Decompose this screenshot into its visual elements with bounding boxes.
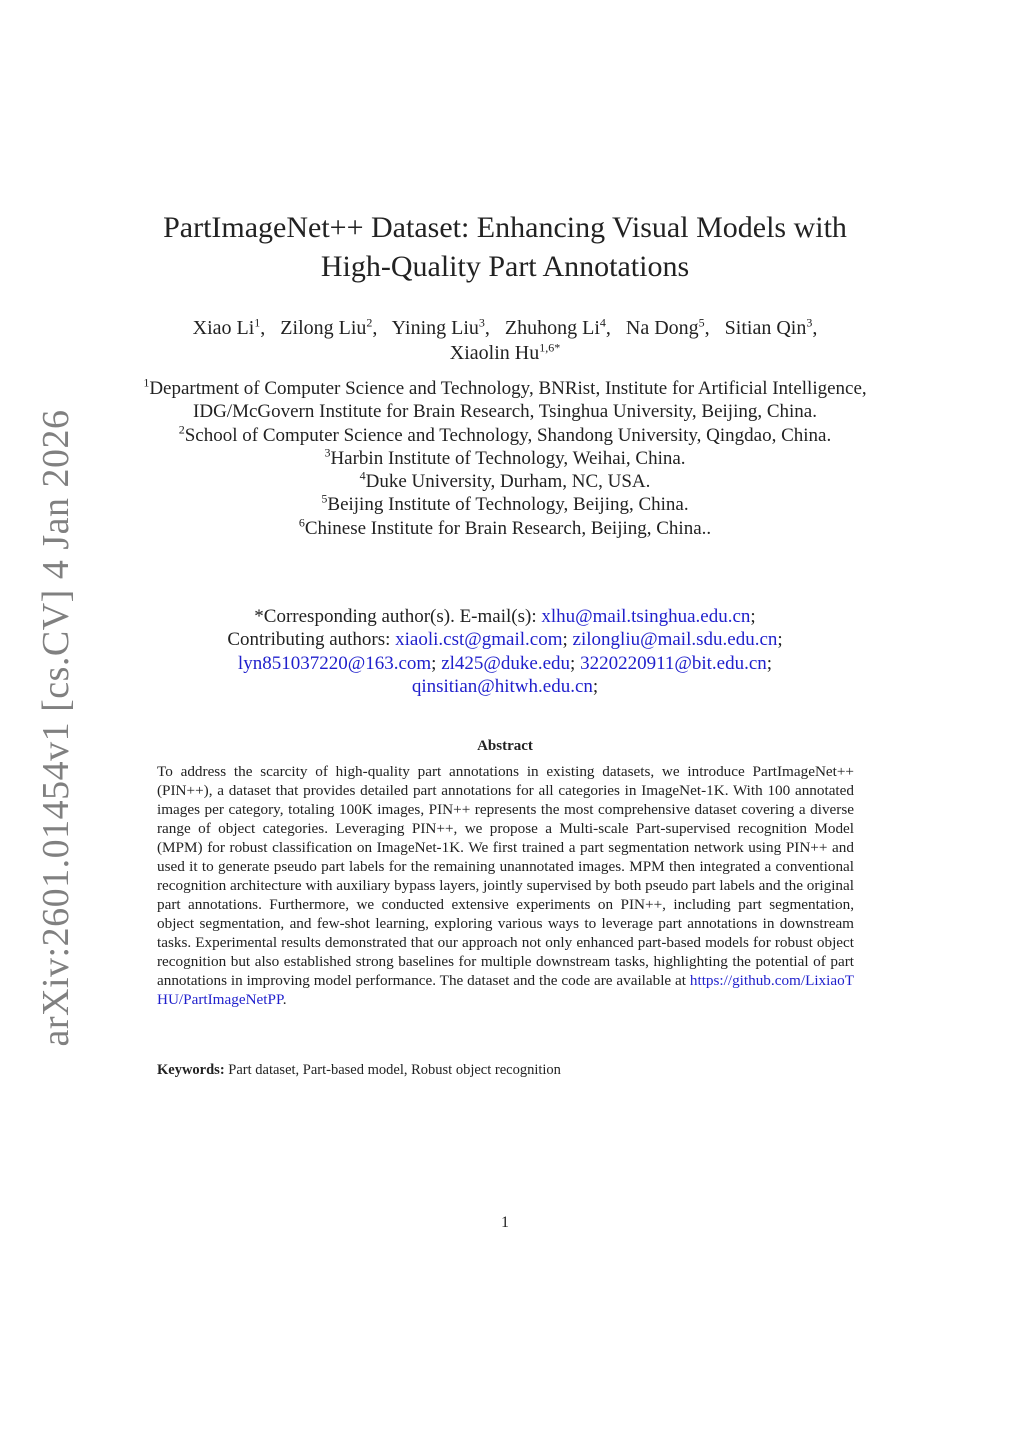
title-line-2: High-Quality Part Annotations [320, 250, 690, 283]
author: Na Dong$^5$, [625, 315, 720, 339]
arxiv-identifier-stamp: arXiv:2601.01454v1 [cs.CV] 4 Jan 2026 [35, 409, 77, 1047]
page-number: 1 [501, 1214, 509, 1231]
affiliation: $^4$Duke University, Durham, NC, USA. [359, 468, 651, 493]
author: Zilong Liu$^2$, [280, 315, 388, 339]
paper-title [130, 208, 880, 286]
email-link[interactable]: xlhu@mail.tsinghua.edu.cn [541, 606, 751, 627]
affiliation: $^6$Chinese Institute for Brain Research, Beijing, China.. [298, 515, 712, 539]
author: Xiao Li$^1$, [192, 315, 276, 339]
email-link[interactable]: xiaoli.cst@gmail.com [395, 629, 563, 651]
abstract-heading: Abstract [477, 738, 533, 754]
keywords-text: Part dataset, Part-based model, Robust object recognition [224, 1062, 561, 1078]
email-link[interactable]: lyn851037220@163.com [237, 652, 432, 674]
contributing-label: Contributing authors: [227, 629, 396, 651]
correspondence-block: *Corresponding author(s). E-mail(s): xlhu@mail.tsinghua.edu.cn; Contributing authors: xiaoli.cst@gmail.com; zilongliu@mail.sdu.edu.cn; lyn851037220@163.com; zl425@duke.edu; 3220220911@bit.edu.cn; qinsitian@hitwh.edu.cn; [227, 606, 783, 697]
email-link[interactable]: qinsitian@hitwh.edu.cn [411, 675, 593, 697]
affiliation-list [130, 377, 880, 540]
author: Yining Liu$^3$, [391, 315, 500, 339]
author: Xiaolin $Hu^{1,6*}$ [449, 340, 561, 364]
email-link[interactable]: 3220220911@bit.edu.cn [580, 652, 767, 674]
author-list [130, 316, 880, 366]
affiliation: $^1$Department of Computer Science and Technology, BNRist, Institute for Artificial Intelligence, IDG/McGovern Institute for Brain Research, Tsinghua University, Beijing, China. [143, 375, 867, 423]
abstract-text: To address the scarcity of high-quality part annotations in existing datasets, we introduce PartImageNet++ (PIN++), a dataset that provides detailed part annotations for all categories in ImageNet-1K. With 100 annotated images per category, totaling 100K images, PIN++ represents the most comprehensive dataset covering a diverse range of object categories. Leveraging PIN++, we propose a Multi-scale Part-supervised recognition Model (MPM) for robust classification on ImageNet-1K. We first trained a part segmentation network using PIN++ and used it to generate pseudo part labels for the remaining unannotated images. MPM then integrated a conventional recognition architecture with auxiliary bypass layers, jointly supervised by both pseudo part labels and the original part annotations. Furthermore, we conducted extensive experiments on PIN++, including part segmentation, object segmentation, and few-shot learning, exploring various ways to leverage part annotations in downstream tasks. Experimental results demonstrated that our approach not only enhanced part-based models for robust object recognition but also established strong baselines for multiple downstream tasks, highlighting the potential of part annotations in improving model performance. The dataset and the code are available at https://github.com/LixiaoTHU/PartImageNetPP. [157, 763, 854, 1008]
email-link[interactable]: zl425@duke.edu [441, 652, 571, 674]
affiliation: $^5$Beijing Institute of Technology, Beijing, China. [321, 492, 689, 516]
email-link[interactable]: zilongliu@mail.sdu.edu.cn [572, 629, 778, 651]
keywords-line [157, 1062, 854, 1079]
title-line-1: PartImageNet++ Dataset: Enhancing Visual Models with [163, 211, 847, 244]
affiliation: $^3$Harbin Institute of Technology, Weihai, China. [324, 445, 686, 469]
affiliation: $^2$School of Computer Science and Technology, Shandong University, Qingdao, China. [178, 422, 832, 446]
keywords-label: Keywords: [157, 1062, 225, 1078]
author: Sitian Qin$^3$, [724, 315, 818, 339]
code-repository-link[interactable]: https://github.com/LixiaoTHU/PartImageNetPP [157, 972, 854, 1008]
corresponding-label: *Corresponding author(s). E-mail(s): [254, 606, 542, 627]
author: Zhuhong Li$^4$, [504, 315, 621, 339]
